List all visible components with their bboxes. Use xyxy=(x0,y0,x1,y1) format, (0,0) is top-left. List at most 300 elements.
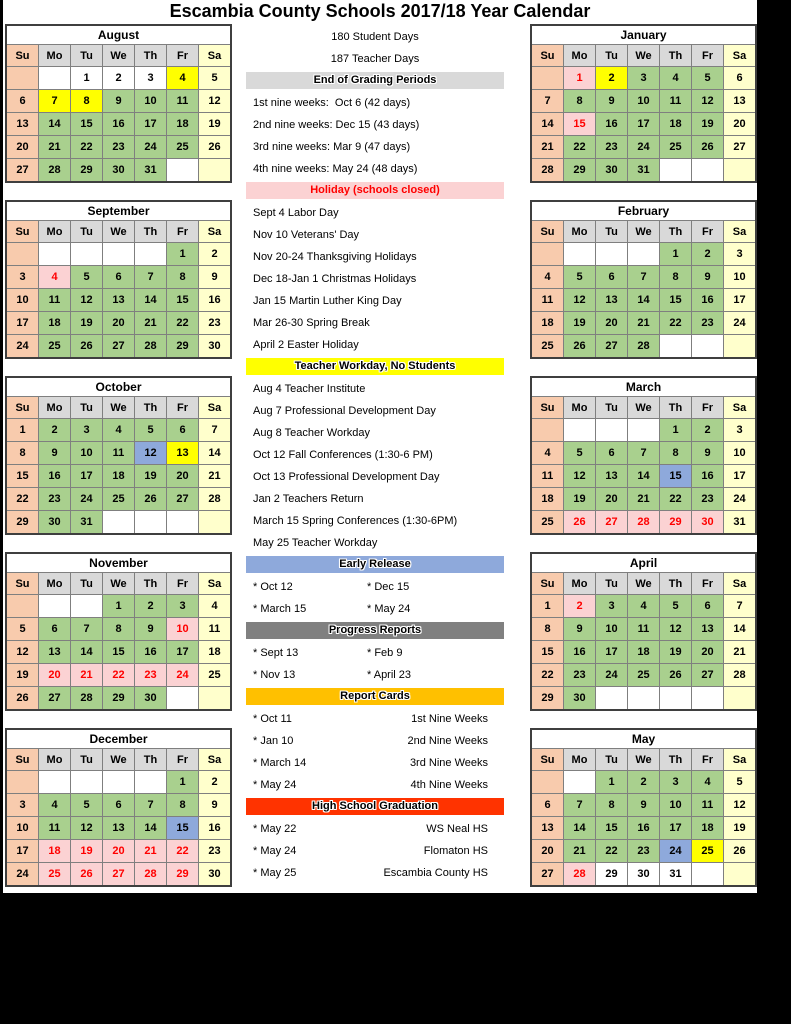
day-cell-november-17: 17 xyxy=(167,641,198,663)
day-cell-january-24: 24 xyxy=(628,136,659,158)
holiday-line-6: Mar 26-30 Spring Break xyxy=(253,317,370,329)
day-header-sa: Sa xyxy=(724,45,755,66)
day-cell-may-15: 15 xyxy=(596,817,627,839)
day-cell-march-31: 31 xyxy=(724,511,755,533)
day-header-mo: Mo xyxy=(564,573,595,594)
day-cell-september-21: 21 xyxy=(135,312,166,334)
day-header-su: Su xyxy=(7,221,38,242)
day-cell-august-14: 14 xyxy=(39,113,70,135)
day-cell-january-23: 23 xyxy=(596,136,627,158)
holiday-line-5: Jan 15 Martin Luther King Day xyxy=(253,295,402,307)
empty-day-cell xyxy=(7,243,38,265)
day-cell-january-17: 17 xyxy=(628,113,659,135)
day-cell-may-19: 19 xyxy=(724,817,755,839)
day-header-su: Su xyxy=(7,45,38,66)
day-cell-august-6: 6 xyxy=(7,90,38,112)
day-header-sa: Sa xyxy=(724,573,755,594)
month-title-november: November xyxy=(7,554,230,573)
day-cell-november-13: 13 xyxy=(39,641,70,663)
day-cell-march-17: 17 xyxy=(724,465,755,487)
month-title-february: February xyxy=(532,202,755,221)
empty-day-cell xyxy=(167,159,198,181)
day-header-mo: Mo xyxy=(39,221,70,242)
day-cell-march-12: 12 xyxy=(564,465,595,487)
day-cell-november-3: 3 xyxy=(167,595,198,617)
day-cell-january-3: 3 xyxy=(628,67,659,89)
month-title-december: December xyxy=(7,730,230,749)
day-cell-may-22: 22 xyxy=(596,840,627,862)
day-cell-may-11: 11 xyxy=(692,794,723,816)
early-release-header-row xyxy=(246,554,504,576)
empty-day-cell xyxy=(39,595,70,617)
holiday-line-4: Dec 18-Jan 1 Christmas Holidays xyxy=(253,273,417,285)
end-of-grading-periods-header-row xyxy=(246,70,504,92)
empty-day-cell xyxy=(532,67,563,89)
day-header-fr: Fr xyxy=(692,749,723,770)
day-cell-march-2: 2 xyxy=(692,419,723,441)
day-cell-april-15: 15 xyxy=(532,641,563,663)
empty-day-cell xyxy=(39,243,70,265)
day-cell-april-22: 22 xyxy=(532,664,563,686)
empty-day-cell xyxy=(724,159,755,181)
day-header-we: We xyxy=(628,397,659,418)
day-cell-april-5: 5 xyxy=(660,595,691,617)
empty-day-cell xyxy=(692,687,723,709)
empty-day-cell xyxy=(564,243,595,265)
day-cell-march-8: 8 xyxy=(660,442,691,464)
holiday-header: Holiday (schools closed) xyxy=(246,182,504,199)
day-cell-december-4: 4 xyxy=(39,794,70,816)
day-cell-february-23: 23 xyxy=(692,312,723,334)
month-title-september: September xyxy=(7,202,230,221)
grading-period-line-1: 1st nine weeks: Oct 6 (42 days) xyxy=(253,97,411,109)
day-cell-august-18: 18 xyxy=(167,113,198,135)
day-cell-october-11: 11 xyxy=(103,442,134,464)
day-cell-april-7: 7 xyxy=(724,595,755,617)
empty-day-cell xyxy=(564,771,595,793)
day-cell-december-10: 10 xyxy=(7,817,38,839)
student-days-count: 180 Student Days xyxy=(331,31,419,43)
day-cell-january-30: 30 xyxy=(596,159,627,181)
day-cell-april-3: 3 xyxy=(596,595,627,617)
day-cell-may-3: 3 xyxy=(660,771,691,793)
day-cell-february-4: 4 xyxy=(532,266,563,288)
day-header-fr: Fr xyxy=(692,45,723,66)
day-cell-may-2: 2 xyxy=(628,771,659,793)
day-header-th: Th xyxy=(660,45,691,66)
day-header-tu: Tu xyxy=(71,397,102,418)
day-header-mo: Mo xyxy=(564,45,595,66)
month-grid-november xyxy=(7,573,230,709)
day-header-su: Su xyxy=(7,397,38,418)
day-cell-october-19: 19 xyxy=(135,465,166,487)
day-header-th: Th xyxy=(660,573,691,594)
day-cell-october-15: 15 xyxy=(7,465,38,487)
day-cell-february-28: 28 xyxy=(628,335,659,357)
day-cell-january-8: 8 xyxy=(564,90,595,112)
day-header-tu: Tu xyxy=(596,749,627,770)
empty-day-cell xyxy=(532,771,563,793)
day-cell-october-24: 24 xyxy=(71,488,102,510)
day-cell-march-25: 25 xyxy=(532,511,563,533)
empty-day-cell xyxy=(628,419,659,441)
day-cell-april-13: 13 xyxy=(692,618,723,640)
day-cell-february-14: 14 xyxy=(628,289,659,311)
day-cell-february-17: 17 xyxy=(724,289,755,311)
day-header-su: Su xyxy=(532,573,563,594)
day-header-we: We xyxy=(103,573,134,594)
day-cell-september-20: 20 xyxy=(103,312,134,334)
day-header-mo: Mo xyxy=(39,749,70,770)
right-month-column xyxy=(530,24,757,904)
day-cell-may-4: 4 xyxy=(692,771,723,793)
day-header-we: We xyxy=(103,397,134,418)
day-cell-september-29: 29 xyxy=(167,335,198,357)
day-cell-april-27: 27 xyxy=(692,664,723,686)
day-header-tu: Tu xyxy=(71,573,102,594)
day-cell-february-20: 20 xyxy=(596,312,627,334)
empty-day-cell xyxy=(199,687,230,709)
month-grid-october xyxy=(7,397,230,533)
graduation-row-3 xyxy=(246,862,504,884)
empty-day-cell xyxy=(724,687,755,709)
teacher-workday-line-7: March 15 Spring Conferences (1:30-6PM) xyxy=(253,515,458,527)
report-card-row-2-label: * Jan 10 xyxy=(253,735,294,747)
day-header-th: Th xyxy=(135,221,166,242)
day-header-we: We xyxy=(628,45,659,66)
teacher-workday-header: Teacher Workday, No Students xyxy=(246,358,504,375)
day-header-tu: Tu xyxy=(71,221,102,242)
day-cell-december-19: 19 xyxy=(71,840,102,862)
day-cell-september-13: 13 xyxy=(103,289,134,311)
day-cell-october-28: 28 xyxy=(199,488,230,510)
report-card-row-4-label: * May 24 xyxy=(253,779,297,791)
graduation-header: High School Graduation xyxy=(246,798,504,815)
empty-day-cell xyxy=(7,67,38,89)
day-cell-may-5: 5 xyxy=(724,771,755,793)
empty-day-cell xyxy=(724,863,755,885)
day-cell-january-2: 2 xyxy=(596,67,627,89)
report-card-row-4-value: 4th Nine Weeks xyxy=(410,779,488,791)
empty-day-cell xyxy=(564,419,595,441)
day-cell-november-29: 29 xyxy=(103,687,134,709)
day-cell-november-15: 15 xyxy=(103,641,134,663)
day-cell-october-9: 9 xyxy=(39,442,70,464)
day-cell-december-27: 27 xyxy=(103,863,134,885)
day-cell-august-13: 13 xyxy=(7,113,38,135)
day-cell-september-22: 22 xyxy=(167,312,198,334)
empty-day-cell xyxy=(596,687,627,709)
day-cell-december-20: 20 xyxy=(103,840,134,862)
graduation-row-2-label: * May 24 xyxy=(253,845,297,857)
day-cell-september-18: 18 xyxy=(39,312,70,334)
day-cell-may-29: 29 xyxy=(596,863,627,885)
month-september xyxy=(5,200,232,359)
day-cell-april-25: 25 xyxy=(628,664,659,686)
day-cell-april-18: 18 xyxy=(628,641,659,663)
day-cell-february-10: 10 xyxy=(724,266,755,288)
day-header-mo: Mo xyxy=(39,45,70,66)
day-header-we: We xyxy=(628,749,659,770)
month-january xyxy=(530,24,757,183)
day-cell-august-20: 20 xyxy=(7,136,38,158)
day-cell-february-26: 26 xyxy=(564,335,595,357)
day-cell-march-20: 20 xyxy=(596,488,627,510)
month-title-october: October xyxy=(7,378,230,397)
day-cell-may-7: 7 xyxy=(564,794,595,816)
day-cell-november-24: 24 xyxy=(167,664,198,686)
month-grid-august xyxy=(7,45,230,181)
early-release-dates-2-col1: * March 15 xyxy=(253,603,307,615)
empty-day-cell xyxy=(660,335,691,357)
day-header-we: We xyxy=(628,573,659,594)
day-cell-august-23: 23 xyxy=(103,136,134,158)
day-header-tu: Tu xyxy=(596,573,627,594)
month-grid-december xyxy=(7,749,230,885)
day-cell-august-12: 12 xyxy=(199,90,230,112)
day-cell-august-25: 25 xyxy=(167,136,198,158)
day-cell-november-8: 8 xyxy=(103,618,134,640)
day-cell-january-21: 21 xyxy=(532,136,563,158)
day-cell-january-14: 14 xyxy=(532,113,563,135)
day-cell-september-16: 16 xyxy=(199,289,230,311)
day-cell-october-16: 16 xyxy=(39,465,70,487)
page-title: Escambia County Schools 2017/18 Year Calendar xyxy=(169,1,591,21)
day-cell-september-23: 23 xyxy=(199,312,230,334)
day-cell-february-19: 19 xyxy=(564,312,595,334)
progress-report-dates-2-col2: * April 23 xyxy=(367,669,412,681)
empty-day-cell xyxy=(692,863,723,885)
day-cell-september-10: 10 xyxy=(7,289,38,311)
day-cell-may-20: 20 xyxy=(532,840,563,862)
early-release-dates-2-col2: * May 24 xyxy=(367,603,411,615)
day-cell-october-23: 23 xyxy=(39,488,70,510)
month-title-january: January xyxy=(532,26,755,45)
early-release-dates-2 xyxy=(246,598,504,620)
day-cell-february-11: 11 xyxy=(532,289,563,311)
day-cell-january-25: 25 xyxy=(660,136,691,158)
day-header-su: Su xyxy=(7,749,38,770)
day-cell-april-6: 6 xyxy=(692,595,723,617)
day-cell-march-6: 6 xyxy=(596,442,627,464)
day-cell-may-24: 24 xyxy=(660,840,691,862)
day-header-fr: Fr xyxy=(692,221,723,242)
teacher-workday-line-3: Aug 8 Teacher Workday xyxy=(253,427,370,439)
day-cell-march-4: 4 xyxy=(532,442,563,464)
day-cell-january-7: 7 xyxy=(532,90,563,112)
empty-day-cell xyxy=(660,687,691,709)
teacher-workday-line-2: Aug 7 Professional Development Day xyxy=(253,405,436,417)
day-cell-november-23: 23 xyxy=(135,664,166,686)
day-header-sa: Sa xyxy=(199,45,230,66)
day-cell-january-19: 19 xyxy=(692,113,723,135)
day-cell-april-8: 8 xyxy=(532,618,563,640)
teacher-workday-line-6: Jan 2 Teachers Return xyxy=(253,493,364,505)
day-cell-january-9: 9 xyxy=(596,90,627,112)
day-cell-may-26: 26 xyxy=(724,840,755,862)
graduation-row-3-value: Escambia County HS xyxy=(383,867,488,879)
graduation-row-3-label: * May 25 xyxy=(253,867,297,879)
day-cell-october-10: 10 xyxy=(71,442,102,464)
holiday-line-2: Nov 10 Veterans' Day xyxy=(253,229,360,241)
graduation-row-1 xyxy=(246,818,504,840)
day-header-mo: Mo xyxy=(564,221,595,242)
day-cell-april-1: 1 xyxy=(532,595,563,617)
day-cell-january-6: 6 xyxy=(724,67,755,89)
day-cell-march-21: 21 xyxy=(628,488,659,510)
progress-report-dates-1-col1: * Sept 13 xyxy=(253,647,299,659)
day-cell-august-10: 10 xyxy=(135,90,166,112)
day-cell-january-22: 22 xyxy=(564,136,595,158)
day-cell-september-4: 4 xyxy=(39,266,70,288)
day-cell-may-17: 17 xyxy=(660,817,691,839)
day-cell-october-27: 27 xyxy=(167,488,198,510)
day-cell-december-8: 8 xyxy=(167,794,198,816)
day-cell-december-3: 3 xyxy=(7,794,38,816)
day-header-sa: Sa xyxy=(724,221,755,242)
graduation-header-row xyxy=(246,796,504,818)
day-cell-march-24: 24 xyxy=(724,488,755,510)
day-header-mo: Mo xyxy=(564,397,595,418)
day-cell-april-4: 4 xyxy=(628,595,659,617)
day-cell-december-23: 23 xyxy=(199,840,230,862)
day-header-fr: Fr xyxy=(167,573,198,594)
day-header-su: Su xyxy=(532,221,563,242)
day-header-tu: Tu xyxy=(71,45,102,66)
day-cell-january-10: 10 xyxy=(628,90,659,112)
day-cell-february-6: 6 xyxy=(596,266,627,288)
progress-report-dates-2 xyxy=(246,664,504,686)
day-cell-august-24: 24 xyxy=(135,136,166,158)
day-header-tu: Tu xyxy=(596,221,627,242)
day-cell-august-31: 31 xyxy=(135,159,166,181)
report-card-row-4 xyxy=(246,774,504,796)
month-grid-march xyxy=(532,397,755,533)
month-grid-may xyxy=(532,749,755,885)
day-cell-january-18: 18 xyxy=(660,113,691,135)
day-cell-september-26: 26 xyxy=(71,335,102,357)
day-cell-april-23: 23 xyxy=(564,664,595,686)
empty-day-cell xyxy=(199,511,230,533)
day-cell-october-21: 21 xyxy=(199,465,230,487)
empty-day-cell xyxy=(103,243,134,265)
day-cell-october-17: 17 xyxy=(71,465,102,487)
day-cell-may-27: 27 xyxy=(532,863,563,885)
day-cell-october-7: 7 xyxy=(199,419,230,441)
month-october xyxy=(5,376,232,535)
holiday-line-1: Sept 4 Labor Day xyxy=(253,207,339,219)
day-cell-october-5: 5 xyxy=(135,419,166,441)
day-cell-april-26: 26 xyxy=(660,664,691,686)
progress-reports-header-row xyxy=(246,620,504,642)
day-cell-october-14: 14 xyxy=(199,442,230,464)
day-cell-september-1: 1 xyxy=(167,243,198,265)
day-cell-december-14: 14 xyxy=(135,817,166,839)
graduation-row-2 xyxy=(246,840,504,862)
day-cell-february-9: 9 xyxy=(692,266,723,288)
teacher-workday-line-8: May 25 Teacher Workday xyxy=(253,537,378,549)
day-cell-august-5: 5 xyxy=(199,67,230,89)
day-cell-november-10: 10 xyxy=(167,618,198,640)
month-grid-february xyxy=(532,221,755,357)
empty-day-cell xyxy=(39,67,70,89)
day-cell-april-24: 24 xyxy=(596,664,627,686)
day-cell-april-10: 10 xyxy=(596,618,627,640)
day-cell-december-2: 2 xyxy=(199,771,230,793)
day-header-fr: Fr xyxy=(167,397,198,418)
day-cell-march-22: 22 xyxy=(660,488,691,510)
day-cell-august-2: 2 xyxy=(103,67,134,89)
day-cell-may-21: 21 xyxy=(564,840,595,862)
day-header-su: Su xyxy=(532,397,563,418)
teacher-workday-line-5: Oct 13 Professional Development Day xyxy=(253,471,440,483)
day-cell-march-23: 23 xyxy=(692,488,723,510)
day-cell-april-19: 19 xyxy=(660,641,691,663)
day-cell-august-15: 15 xyxy=(71,113,102,135)
day-cell-october-22: 22 xyxy=(7,488,38,510)
report-card-row-1 xyxy=(246,708,504,730)
day-cell-january-16: 16 xyxy=(596,113,627,135)
report-card-row-1-value: 1st Nine Weeks xyxy=(411,713,488,725)
day-cell-may-16: 16 xyxy=(628,817,659,839)
month-title-march: March xyxy=(532,378,755,397)
day-cell-september-12: 12 xyxy=(71,289,102,311)
progress-report-dates-2-col1: * Nov 13 xyxy=(253,669,296,681)
empty-day-cell xyxy=(71,243,102,265)
day-cell-april-29: 29 xyxy=(532,687,563,709)
report-card-row-3 xyxy=(246,752,504,774)
day-cell-march-5: 5 xyxy=(564,442,595,464)
progress-report-dates-1-col2: * Feb 9 xyxy=(367,647,403,659)
day-cell-december-1: 1 xyxy=(167,771,198,793)
day-cell-november-26: 26 xyxy=(7,687,38,709)
day-cell-august-19: 19 xyxy=(199,113,230,135)
day-cell-december-29: 29 xyxy=(167,863,198,885)
day-cell-april-16: 16 xyxy=(564,641,595,663)
day-cell-april-20: 20 xyxy=(692,641,723,663)
day-cell-november-6: 6 xyxy=(39,618,70,640)
day-cell-march-11: 11 xyxy=(532,465,563,487)
empty-day-cell xyxy=(135,511,166,533)
day-cell-april-12: 12 xyxy=(660,618,691,640)
day-cell-november-14: 14 xyxy=(71,641,102,663)
day-header-tu: Tu xyxy=(71,749,102,770)
day-cell-september-3: 3 xyxy=(7,266,38,288)
day-cell-may-30: 30 xyxy=(628,863,659,885)
day-header-sa: Sa xyxy=(199,749,230,770)
day-cell-november-16: 16 xyxy=(135,641,166,663)
day-cell-august-11: 11 xyxy=(167,90,198,112)
day-cell-january-28: 28 xyxy=(532,159,563,181)
day-cell-january-15: 15 xyxy=(564,113,595,135)
early-release-dates-1 xyxy=(246,576,504,598)
day-cell-august-27: 27 xyxy=(7,159,38,181)
day-cell-march-15: 15 xyxy=(660,465,691,487)
day-cell-may-9: 9 xyxy=(628,794,659,816)
month-february xyxy=(530,200,757,359)
empty-day-cell xyxy=(692,159,723,181)
graduation-row-2-value: Flomaton HS xyxy=(423,845,488,857)
day-cell-may-31: 31 xyxy=(660,863,691,885)
day-cell-march-13: 13 xyxy=(596,465,627,487)
day-cell-november-4: 4 xyxy=(199,595,230,617)
day-header-mo: Mo xyxy=(564,749,595,770)
day-cell-december-16: 16 xyxy=(199,817,230,839)
day-cell-january-11: 11 xyxy=(660,90,691,112)
day-cell-august-21: 21 xyxy=(39,136,70,158)
day-cell-april-2: 2 xyxy=(564,595,595,617)
day-cell-october-6: 6 xyxy=(167,419,198,441)
